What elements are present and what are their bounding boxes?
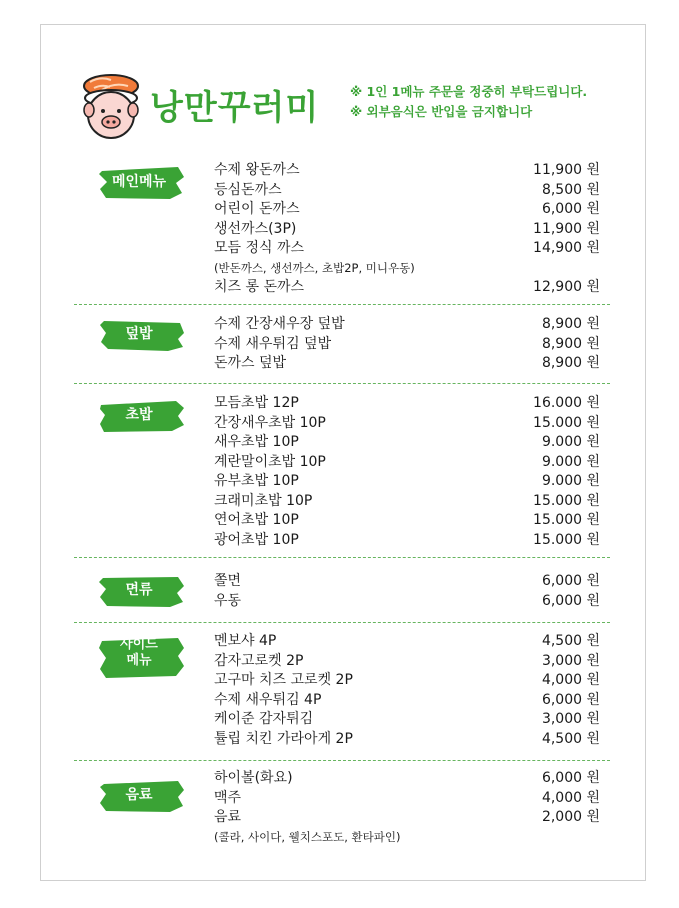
menu-list-main: [214, 161, 600, 298]
item-name: 맥주: [214, 789, 242, 806]
section-title: 덮밥: [125, 326, 153, 342]
item-note: (반돈까스, 생선까스, 초밥2P, 미니우동): [214, 260, 415, 275]
item-price: 16.000 원: [533, 395, 600, 411]
menu-item: [214, 652, 600, 672]
notice-lines: [350, 82, 587, 122]
item-price: 6,000 원: [541, 770, 600, 786]
menu-item: [214, 453, 600, 473]
item-price: 9.000 원: [541, 473, 600, 489]
item-price: 11,900 원: [533, 220, 600, 237]
menu-item: [214, 315, 600, 335]
section-badge-side-menu: [98, 636, 186, 678]
item-price: 15.000 원: [533, 512, 600, 528]
item-price: 15.000 원: [533, 531, 600, 548]
item-price: 3,000 원: [541, 652, 600, 669]
item-name: 멘보샤 4P: [214, 633, 277, 649]
item-name: 생선까스(3P): [214, 220, 297, 237]
item-name: 수제 간장새우장 덮밥: [214, 316, 345, 332]
item-price: 2,000 원: [541, 809, 600, 825]
item-name: 크래미초밥 10P: [214, 492, 313, 509]
menu-item: [214, 592, 600, 612]
menu-item: [214, 710, 600, 730]
item-name: 광어초밥 10P: [214, 531, 299, 548]
menu-item: [214, 278, 600, 298]
item-price: 4,500 원: [541, 633, 600, 649]
section-title: 메인메뉴: [111, 174, 167, 190]
item-price: 8,500 원: [541, 181, 600, 198]
item-name: 모듬초밥 12P: [214, 395, 299, 411]
item-name: 계란말이초밥 10P: [214, 453, 326, 470]
item-name: 돈까스 덮밥: [214, 355, 287, 371]
item-price: 8,900 원: [541, 316, 600, 332]
menu-item: [214, 789, 600, 809]
item-name: 튤립 치킨 가라아게 2P: [214, 730, 353, 747]
brand-title: 낭만꾸러미: [150, 88, 320, 128]
item-name: 쫄면: [214, 573, 242, 589]
menu-item: [214, 335, 600, 355]
section-title: 초밥: [125, 407, 153, 423]
menu-item: [214, 769, 600, 789]
item-name: 케이준 감자튀김: [214, 711, 314, 727]
item-name: 간장새우초밥 10P: [214, 414, 326, 431]
item-name: 고구마 치즈 고로켓 2P: [214, 672, 353, 688]
menu-list-drinks: [214, 769, 600, 847]
menu-item: [214, 394, 600, 414]
item-name: 수제 새우튀김 4P: [214, 691, 322, 708]
item-price: 6,000 원: [541, 201, 600, 217]
item-price: 12,900 원: [533, 279, 600, 295]
item-name: 치즈 롱 돈까스: [214, 279, 305, 295]
item-price: 3,000 원: [541, 711, 600, 727]
item-price: 8,900 원: [541, 355, 600, 371]
item-price: 6,000 원: [541, 691, 600, 708]
menu-item: [214, 572, 600, 592]
item-name: 수제 새우튀김 덮밥: [214, 335, 332, 352]
section-divider: [74, 760, 610, 761]
menu-item: [214, 691, 600, 711]
item-name: 연어초밥 10P: [214, 512, 299, 528]
section-badge-main-menu: [98, 165, 186, 199]
item-price: 6,000 원: [541, 573, 600, 589]
menu-item: [214, 414, 600, 434]
item-price: 9.000 원: [541, 434, 600, 450]
item-price: 4,000 원: [541, 672, 600, 688]
menu-item: [214, 472, 600, 492]
menu-item: [214, 181, 600, 201]
menu-list-sushi: [214, 394, 600, 550]
menu-item: [214, 492, 600, 512]
menu-list-rice-bowl: [214, 315, 600, 374]
item-name: 유부초밥 10P: [214, 473, 299, 489]
notice-line: ※ 외부음식은 반입을 금지합니다: [350, 104, 533, 119]
item-name: 수제 왕돈까스: [214, 162, 300, 178]
section-title: 면류: [125, 582, 153, 598]
item-note: (콜라, 사이다, 웰치스포도, 환타파인): [214, 829, 401, 844]
section-title-line: 사이드: [120, 637, 158, 652]
item-name: 어린이 돈까스: [214, 201, 300, 217]
item-price: 8,900 원: [541, 335, 600, 352]
item-name: 음료: [214, 809, 242, 825]
menu-item: [214, 511, 600, 531]
notice-line: ※ 1인 1메뉴 주문을 정중히 부탁드립니다.: [350, 84, 588, 99]
menu-list-side: [214, 632, 600, 749]
section-divider: [74, 557, 610, 558]
item-name: 모듬 정식 까스: [214, 240, 305, 256]
menu-item: [214, 730, 600, 750]
section-badge-drinks: [98, 778, 186, 812]
menu-item: [214, 671, 600, 691]
item-price: 4,500 원: [541, 730, 600, 747]
menu-item: [214, 200, 600, 220]
section-badge-sushi: [98, 398, 186, 432]
section-title: 음료: [125, 787, 153, 803]
item-price: 11,900 원: [533, 162, 600, 178]
section-divider: [74, 304, 610, 305]
section-badge-noodles: [98, 573, 186, 607]
menu-item: [214, 808, 600, 828]
menu-item: [214, 433, 600, 453]
section-title: [98, 636, 180, 679]
item-name: 하이볼(화요): [214, 770, 293, 786]
section-badge-rice-bowl: [98, 317, 186, 351]
item-name: 우동: [214, 592, 242, 609]
menu-list-noodles: [214, 572, 600, 611]
item-price: 4,000 원: [541, 789, 600, 806]
menu-item: [214, 220, 600, 240]
menu-item: [214, 632, 600, 652]
menu-item: [214, 531, 600, 551]
item-price: 15.000 원: [533, 414, 600, 431]
item-name: 감자고로켓 2P: [214, 652, 304, 669]
item-price: 15.000 원: [533, 492, 600, 509]
item-price: 14,900 원: [533, 240, 600, 256]
item-price: 6,000 원: [541, 592, 600, 609]
menu-item: [214, 354, 600, 374]
section-title-line: 메뉴: [126, 653, 152, 668]
menu-item: [214, 161, 600, 181]
section-divider: [74, 622, 610, 623]
item-name: 등심돈까스: [214, 181, 282, 198]
item-price: 9.000 원: [541, 453, 600, 470]
item-name: 새우초밥 10P: [214, 434, 299, 450]
pig-sushi-logo: [80, 70, 142, 140]
section-divider: [74, 383, 610, 384]
menu-item: [214, 239, 600, 259]
